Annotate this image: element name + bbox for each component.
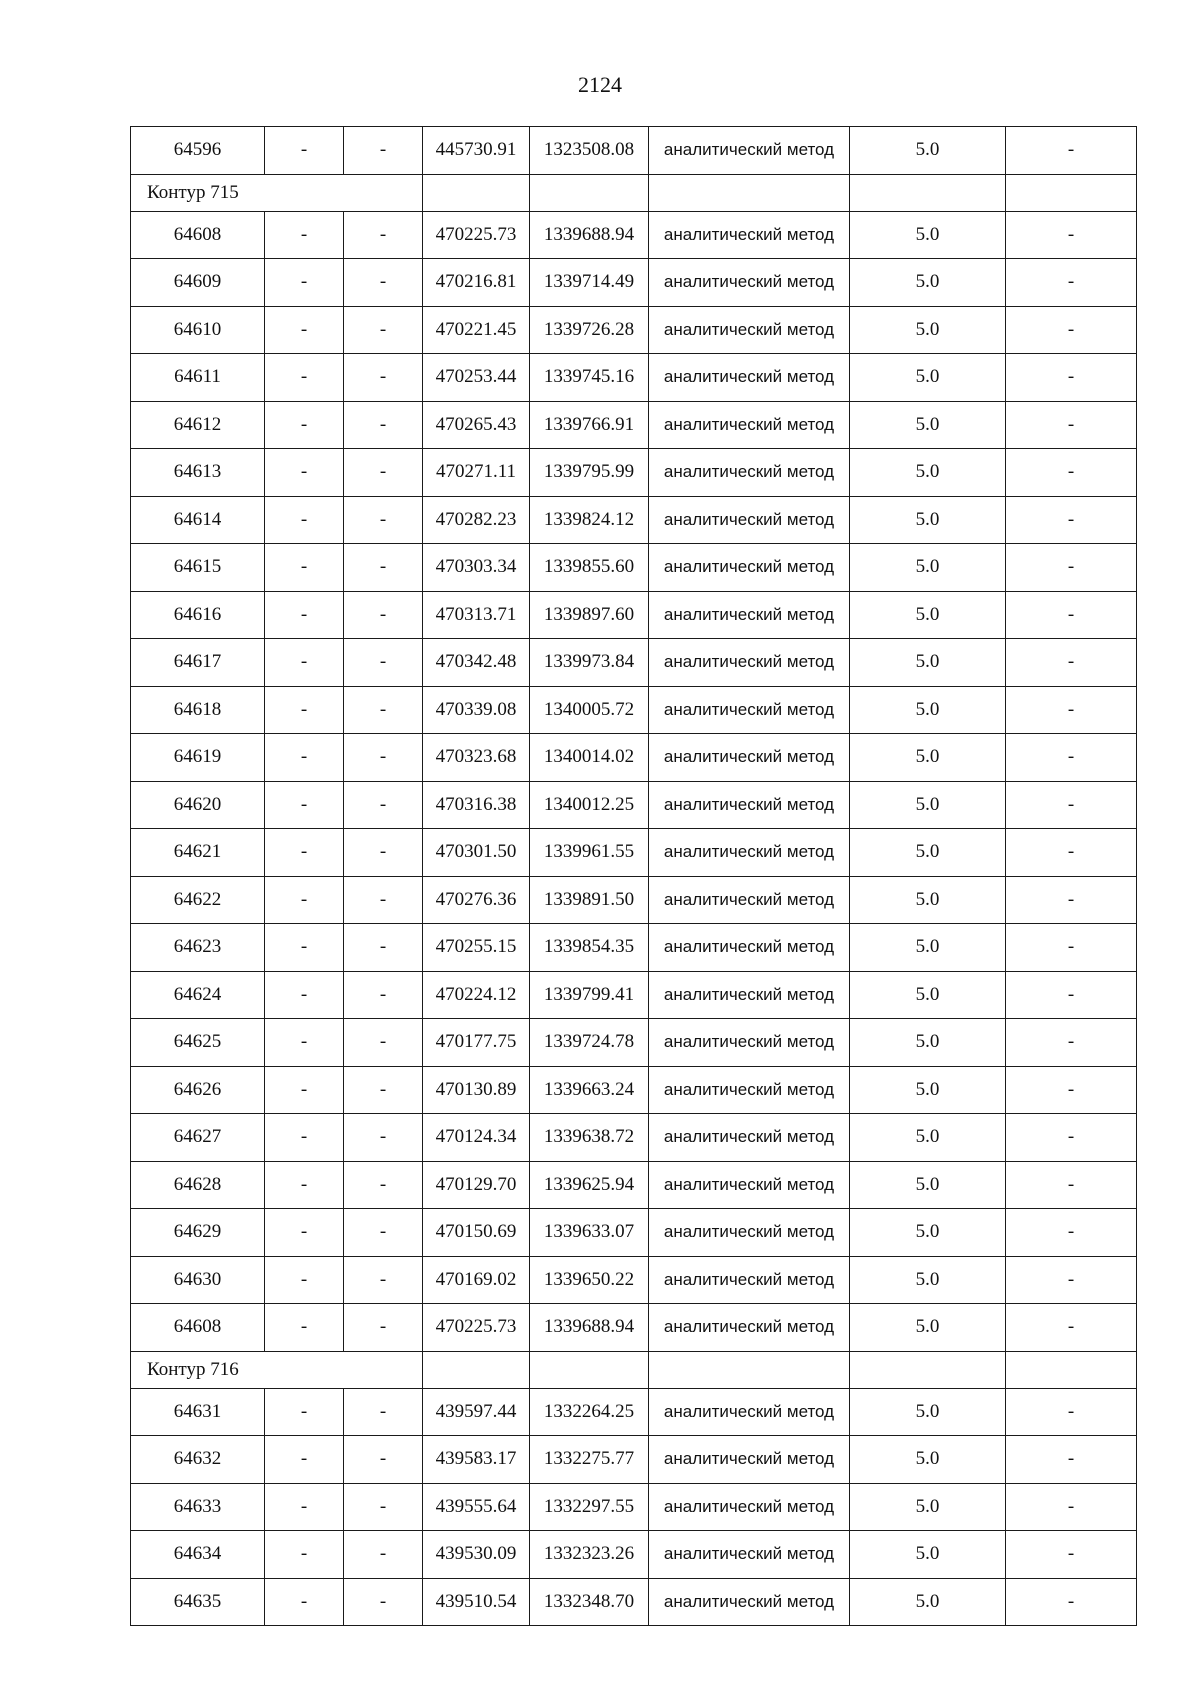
empty-col-3-cell: - [344, 449, 423, 497]
empty-col-8-cell: - [1006, 449, 1137, 497]
empty-col-8-cell: - [1006, 354, 1137, 402]
table-row [131, 1304, 1137, 1352]
point-number-cell: 64628 [131, 1161, 265, 1209]
table-row [131, 876, 1137, 924]
table-row [131, 1436, 1137, 1484]
empty-col-3-cell: - [344, 1161, 423, 1209]
y-coordinate-cell: 1339973.84 [530, 639, 649, 687]
accuracy-cell: 5.0 [850, 354, 1006, 402]
empty-col-8-cell: - [1006, 306, 1137, 354]
point-number-cell: 64596 [131, 127, 265, 175]
x-coordinate-cell: 470169.02 [423, 1256, 530, 1304]
accuracy-cell: 5.0 [850, 127, 1006, 175]
method-cell: аналитический метод [649, 306, 850, 354]
y-coordinate-cell: 1332264.25 [530, 1388, 649, 1436]
method-cell: аналитический метод [649, 1388, 850, 1436]
accuracy-cell: 5.0 [850, 1388, 1006, 1436]
y-coordinate-cell: 1339891.50 [530, 876, 649, 924]
table-row [131, 1256, 1137, 1304]
empty-col-8-cell: - [1006, 734, 1137, 782]
empty-col-8-cell: - [1006, 211, 1137, 259]
contour-label: Контур 716 [131, 1351, 423, 1388]
empty-col-8-cell: - [1006, 591, 1137, 639]
empty-col-3-cell: - [344, 306, 423, 354]
empty-col-8-cell: - [1006, 1304, 1137, 1352]
accuracy-cell: 5.0 [850, 639, 1006, 687]
point-number-cell: 64621 [131, 829, 265, 877]
x-coordinate-cell: 470265.43 [423, 401, 530, 449]
empty-col-2-cell: - [265, 211, 344, 259]
empty-col-8-cell: - [1006, 639, 1137, 687]
empty-col-3-cell: - [344, 1114, 423, 1162]
empty-cell [423, 1351, 530, 1388]
empty-col-2-cell: - [265, 829, 344, 877]
empty-col-8-cell: - [1006, 876, 1137, 924]
x-coordinate-cell: 470225.73 [423, 211, 530, 259]
empty-col-2-cell: - [265, 639, 344, 687]
empty-col-2-cell: - [265, 1388, 344, 1436]
method-cell: аналитический метод [649, 449, 850, 497]
method-cell: аналитический метод [649, 971, 850, 1019]
empty-col-2-cell: - [265, 1578, 344, 1626]
point-number-cell: 64613 [131, 449, 265, 497]
empty-cell [423, 174, 530, 211]
empty-cell [850, 174, 1006, 211]
x-coordinate-cell: 470339.08 [423, 686, 530, 734]
empty-cell [530, 1351, 649, 1388]
y-coordinate-cell: 1340014.02 [530, 734, 649, 782]
y-coordinate-cell: 1339688.94 [530, 211, 649, 259]
x-coordinate-cell: 470129.70 [423, 1161, 530, 1209]
empty-col-3-cell: - [344, 734, 423, 782]
empty-col-8-cell: - [1006, 496, 1137, 544]
empty-col-8-cell: - [1006, 1256, 1137, 1304]
empty-col-2-cell: - [265, 971, 344, 1019]
point-number-cell: 64619 [131, 734, 265, 782]
empty-col-3-cell: - [344, 1066, 423, 1114]
y-coordinate-cell: 1339650.22 [530, 1256, 649, 1304]
empty-cell [850, 1351, 1006, 1388]
method-cell: аналитический метод [649, 401, 850, 449]
x-coordinate-cell: 439510.54 [423, 1578, 530, 1626]
coordinates-table [130, 126, 1137, 1626]
x-coordinate-cell: 470316.38 [423, 781, 530, 829]
empty-col-3-cell: - [344, 1436, 423, 1484]
accuracy-cell: 5.0 [850, 734, 1006, 782]
point-number-cell: 64635 [131, 1578, 265, 1626]
method-cell: аналитический метод [649, 211, 850, 259]
x-coordinate-cell: 439597.44 [423, 1388, 530, 1436]
point-number-cell: 64625 [131, 1019, 265, 1067]
point-number-cell: 64623 [131, 924, 265, 972]
y-coordinate-cell: 1339855.60 [530, 544, 649, 592]
table-row [131, 1578, 1137, 1626]
accuracy-cell: 5.0 [850, 496, 1006, 544]
empty-col-3-cell: - [344, 829, 423, 877]
y-coordinate-cell: 1332323.26 [530, 1531, 649, 1579]
empty-col-3-cell: - [344, 1209, 423, 1257]
empty-col-2-cell: - [265, 1114, 344, 1162]
point-number-cell: 64630 [131, 1256, 265, 1304]
method-cell: аналитический метод [649, 496, 850, 544]
x-coordinate-cell: 439583.17 [423, 1436, 530, 1484]
x-coordinate-cell: 445730.91 [423, 127, 530, 175]
contour-header-row [131, 1351, 1137, 1388]
empty-col-2-cell: - [265, 401, 344, 449]
x-coordinate-cell: 470271.11 [423, 449, 530, 497]
method-cell: аналитический метод [649, 639, 850, 687]
table-row [131, 401, 1137, 449]
contour-header-row [131, 174, 1137, 211]
empty-col-2-cell: - [265, 544, 344, 592]
empty-col-3-cell: - [344, 127, 423, 175]
point-number-cell: 64615 [131, 544, 265, 592]
accuracy-cell: 5.0 [850, 781, 1006, 829]
empty-col-3-cell: - [344, 1256, 423, 1304]
point-number-cell: 64620 [131, 781, 265, 829]
method-cell: аналитический метод [649, 1209, 850, 1257]
y-coordinate-cell: 1339638.72 [530, 1114, 649, 1162]
table-row [131, 1114, 1137, 1162]
point-number-cell: 64608 [131, 1304, 265, 1352]
empty-col-3-cell: - [344, 781, 423, 829]
empty-col-3-cell: - [344, 591, 423, 639]
accuracy-cell: 5.0 [850, 259, 1006, 307]
accuracy-cell: 5.0 [850, 306, 1006, 354]
accuracy-cell: 5.0 [850, 591, 1006, 639]
y-coordinate-cell: 1339625.94 [530, 1161, 649, 1209]
empty-col-3-cell: - [344, 1531, 423, 1579]
table-row [131, 544, 1137, 592]
point-number-cell: 64627 [131, 1114, 265, 1162]
table-row [131, 639, 1137, 687]
empty-col-2-cell: - [265, 306, 344, 354]
empty-col-8-cell: - [1006, 259, 1137, 307]
empty-col-8-cell: - [1006, 1209, 1137, 1257]
empty-col-8-cell: - [1006, 1436, 1137, 1484]
empty-col-3-cell: - [344, 639, 423, 687]
table-row [131, 1066, 1137, 1114]
x-coordinate-cell: 470303.34 [423, 544, 530, 592]
empty-col-8-cell: - [1006, 544, 1137, 592]
x-coordinate-cell: 470124.34 [423, 1114, 530, 1162]
y-coordinate-cell: 1332348.70 [530, 1578, 649, 1626]
x-coordinate-cell: 470225.73 [423, 1304, 530, 1352]
x-coordinate-cell: 470224.12 [423, 971, 530, 1019]
accuracy-cell: 5.0 [850, 1209, 1006, 1257]
accuracy-cell: 5.0 [850, 544, 1006, 592]
empty-col-3-cell: - [344, 1019, 423, 1067]
method-cell: аналитический метод [649, 1019, 850, 1067]
accuracy-cell: 5.0 [850, 1531, 1006, 1579]
empty-col-2-cell: - [265, 496, 344, 544]
empty-col-2-cell: - [265, 1066, 344, 1114]
y-coordinate-cell: 1332275.77 [530, 1436, 649, 1484]
x-coordinate-cell: 439530.09 [423, 1531, 530, 1579]
table-row [131, 496, 1137, 544]
method-cell: аналитический метод [649, 924, 850, 972]
empty-col-2-cell: - [265, 1304, 344, 1352]
empty-cell [1006, 1351, 1137, 1388]
x-coordinate-cell: 470342.48 [423, 639, 530, 687]
empty-cell [530, 174, 649, 211]
page-number: 2124 [578, 72, 622, 97]
empty-col-3-cell: - [344, 971, 423, 1019]
y-coordinate-cell: 1339714.49 [530, 259, 649, 307]
empty-col-3-cell: - [344, 354, 423, 402]
method-cell: аналитический метод [649, 781, 850, 829]
empty-col-2-cell: - [265, 354, 344, 402]
point-number-cell: 64608 [131, 211, 265, 259]
point-number-cell: 64610 [131, 306, 265, 354]
point-number-cell: 64632 [131, 1436, 265, 1484]
empty-col-8-cell: - [1006, 1483, 1137, 1531]
y-coordinate-cell: 1339824.12 [530, 496, 649, 544]
point-number-cell: 64611 [131, 354, 265, 402]
empty-cell [649, 1351, 850, 1388]
x-coordinate-cell: 470323.68 [423, 734, 530, 782]
method-cell: аналитический метод [649, 1066, 850, 1114]
x-coordinate-cell: 470276.36 [423, 876, 530, 924]
y-coordinate-cell: 1340005.72 [530, 686, 649, 734]
empty-col-3-cell: - [344, 1483, 423, 1531]
empty-col-8-cell: - [1006, 401, 1137, 449]
accuracy-cell: 5.0 [850, 1578, 1006, 1626]
table-row [131, 127, 1137, 175]
contour-label: Контур 715 [131, 174, 423, 211]
table-row [131, 1161, 1137, 1209]
empty-col-3-cell: - [344, 259, 423, 307]
x-coordinate-cell: 470253.44 [423, 354, 530, 402]
point-number-cell: 64634 [131, 1531, 265, 1579]
method-cell: аналитический метод [649, 829, 850, 877]
method-cell: аналитический метод [649, 259, 850, 307]
x-coordinate-cell: 470301.50 [423, 829, 530, 877]
table-row [131, 781, 1137, 829]
empty-col-2-cell: - [265, 1256, 344, 1304]
method-cell: аналитический метод [649, 1578, 850, 1626]
empty-cell [649, 174, 850, 211]
method-cell: аналитический метод [649, 1114, 850, 1162]
accuracy-cell: 5.0 [850, 1019, 1006, 1067]
accuracy-cell: 5.0 [850, 211, 1006, 259]
accuracy-cell: 5.0 [850, 686, 1006, 734]
table-row [131, 591, 1137, 639]
method-cell: аналитический метод [649, 1304, 850, 1352]
x-coordinate-cell: 439555.64 [423, 1483, 530, 1531]
point-number-cell: 64617 [131, 639, 265, 687]
empty-col-3-cell: - [344, 544, 423, 592]
empty-col-8-cell: - [1006, 971, 1137, 1019]
method-cell: аналитический метод [649, 354, 850, 402]
accuracy-cell: 5.0 [850, 1161, 1006, 1209]
y-coordinate-cell: 1340012.25 [530, 781, 649, 829]
point-number-cell: 64631 [131, 1388, 265, 1436]
x-coordinate-cell: 470177.75 [423, 1019, 530, 1067]
table-row [131, 449, 1137, 497]
empty-col-3-cell: - [344, 1388, 423, 1436]
method-cell: аналитический метод [649, 876, 850, 924]
y-coordinate-cell: 1339795.99 [530, 449, 649, 497]
method-cell: аналитический метод [649, 127, 850, 175]
empty-col-3-cell: - [344, 496, 423, 544]
y-coordinate-cell: 1332297.55 [530, 1483, 649, 1531]
point-number-cell: 64626 [131, 1066, 265, 1114]
x-coordinate-cell: 470221.45 [423, 306, 530, 354]
point-number-cell: 64633 [131, 1483, 265, 1531]
empty-col-2-cell: - [265, 686, 344, 734]
y-coordinate-cell: 1339724.78 [530, 1019, 649, 1067]
point-number-cell: 64618 [131, 686, 265, 734]
empty-col-2-cell: - [265, 449, 344, 497]
y-coordinate-cell: 1339688.94 [530, 1304, 649, 1352]
table-row [131, 686, 1137, 734]
empty-col-2-cell: - [265, 924, 344, 972]
empty-col-2-cell: - [265, 1161, 344, 1209]
y-coordinate-cell: 1339961.55 [530, 829, 649, 877]
table-row [131, 259, 1137, 307]
method-cell: аналитический метод [649, 1531, 850, 1579]
x-coordinate-cell: 470313.71 [423, 591, 530, 639]
empty-col-2-cell: - [265, 259, 344, 307]
y-coordinate-cell: 1339633.07 [530, 1209, 649, 1257]
empty-col-8-cell: - [1006, 829, 1137, 877]
table-row [131, 1531, 1137, 1579]
empty-col-2-cell: - [265, 781, 344, 829]
empty-col-2-cell: - [265, 1019, 344, 1067]
table-row [131, 734, 1137, 782]
x-coordinate-cell: 470282.23 [423, 496, 530, 544]
empty-col-3-cell: - [344, 401, 423, 449]
empty-col-8-cell: - [1006, 781, 1137, 829]
method-cell: аналитический метод [649, 591, 850, 639]
point-number-cell: 64612 [131, 401, 265, 449]
accuracy-cell: 5.0 [850, 1114, 1006, 1162]
accuracy-cell: 5.0 [850, 1256, 1006, 1304]
method-cell: аналитический метод [649, 1436, 850, 1484]
empty-col-2-cell: - [265, 1209, 344, 1257]
table-row [131, 1483, 1137, 1531]
accuracy-cell: 5.0 [850, 876, 1006, 924]
empty-col-8-cell: - [1006, 686, 1137, 734]
empty-col-2-cell: - [265, 876, 344, 924]
x-coordinate-cell: 470255.15 [423, 924, 530, 972]
empty-col-3-cell: - [344, 1304, 423, 1352]
y-coordinate-cell: 1323508.08 [530, 127, 649, 175]
table-row [131, 1209, 1137, 1257]
empty-col-2-cell: - [265, 1436, 344, 1484]
table-row [131, 924, 1137, 972]
empty-col-3-cell: - [344, 924, 423, 972]
method-cell: аналитический метод [649, 1483, 850, 1531]
empty-col-3-cell: - [344, 211, 423, 259]
accuracy-cell: 5.0 [850, 924, 1006, 972]
table-body [131, 127, 1137, 1626]
empty-col-2-cell: - [265, 1531, 344, 1579]
point-number-cell: 64622 [131, 876, 265, 924]
empty-col-2-cell: - [265, 1483, 344, 1531]
empty-col-8-cell: - [1006, 1066, 1137, 1114]
x-coordinate-cell: 470130.89 [423, 1066, 530, 1114]
y-coordinate-cell: 1339663.24 [530, 1066, 649, 1114]
point-number-cell: 64609 [131, 259, 265, 307]
empty-col-2-cell: - [265, 127, 344, 175]
empty-cell [1006, 174, 1137, 211]
x-coordinate-cell: 470216.81 [423, 259, 530, 307]
point-number-cell: 64624 [131, 971, 265, 1019]
accuracy-cell: 5.0 [850, 449, 1006, 497]
y-coordinate-cell: 1339799.41 [530, 971, 649, 1019]
method-cell: аналитический метод [649, 1161, 850, 1209]
empty-col-8-cell: - [1006, 127, 1137, 175]
empty-col-8-cell: - [1006, 1019, 1137, 1067]
accuracy-cell: 5.0 [850, 1436, 1006, 1484]
table-row [131, 829, 1137, 877]
empty-col-3-cell: - [344, 876, 423, 924]
y-coordinate-cell: 1339726.28 [530, 306, 649, 354]
empty-col-8-cell: - [1006, 924, 1137, 972]
empty-col-8-cell: - [1006, 1161, 1137, 1209]
empty-col-8-cell: - [1006, 1578, 1137, 1626]
empty-col-3-cell: - [344, 1578, 423, 1626]
table-row [131, 1019, 1137, 1067]
x-coordinate-cell: 470150.69 [423, 1209, 530, 1257]
table-row [131, 306, 1137, 354]
accuracy-cell: 5.0 [850, 1483, 1006, 1531]
accuracy-cell: 5.0 [850, 829, 1006, 877]
empty-col-3-cell: - [344, 686, 423, 734]
method-cell: аналитический метод [649, 734, 850, 782]
table-row [131, 1388, 1137, 1436]
table-row [131, 211, 1137, 259]
method-cell: аналитический метод [649, 686, 850, 734]
y-coordinate-cell: 1339766.91 [530, 401, 649, 449]
empty-col-8-cell: - [1006, 1388, 1137, 1436]
accuracy-cell: 5.0 [850, 971, 1006, 1019]
empty-col-8-cell: - [1006, 1114, 1137, 1162]
empty-col-2-cell: - [265, 591, 344, 639]
point-number-cell: 64629 [131, 1209, 265, 1257]
y-coordinate-cell: 1339854.35 [530, 924, 649, 972]
method-cell: аналитический метод [649, 1256, 850, 1304]
y-coordinate-cell: 1339897.60 [530, 591, 649, 639]
table-row [131, 971, 1137, 1019]
empty-col-2-cell: - [265, 734, 344, 782]
point-number-cell: 64616 [131, 591, 265, 639]
method-cell: аналитический метод [649, 544, 850, 592]
accuracy-cell: 5.0 [850, 1066, 1006, 1114]
accuracy-cell: 5.0 [850, 401, 1006, 449]
empty-col-8-cell: - [1006, 1531, 1137, 1579]
accuracy-cell: 5.0 [850, 1304, 1006, 1352]
table-row [131, 354, 1137, 402]
y-coordinate-cell: 1339745.16 [530, 354, 649, 402]
point-number-cell: 64614 [131, 496, 265, 544]
